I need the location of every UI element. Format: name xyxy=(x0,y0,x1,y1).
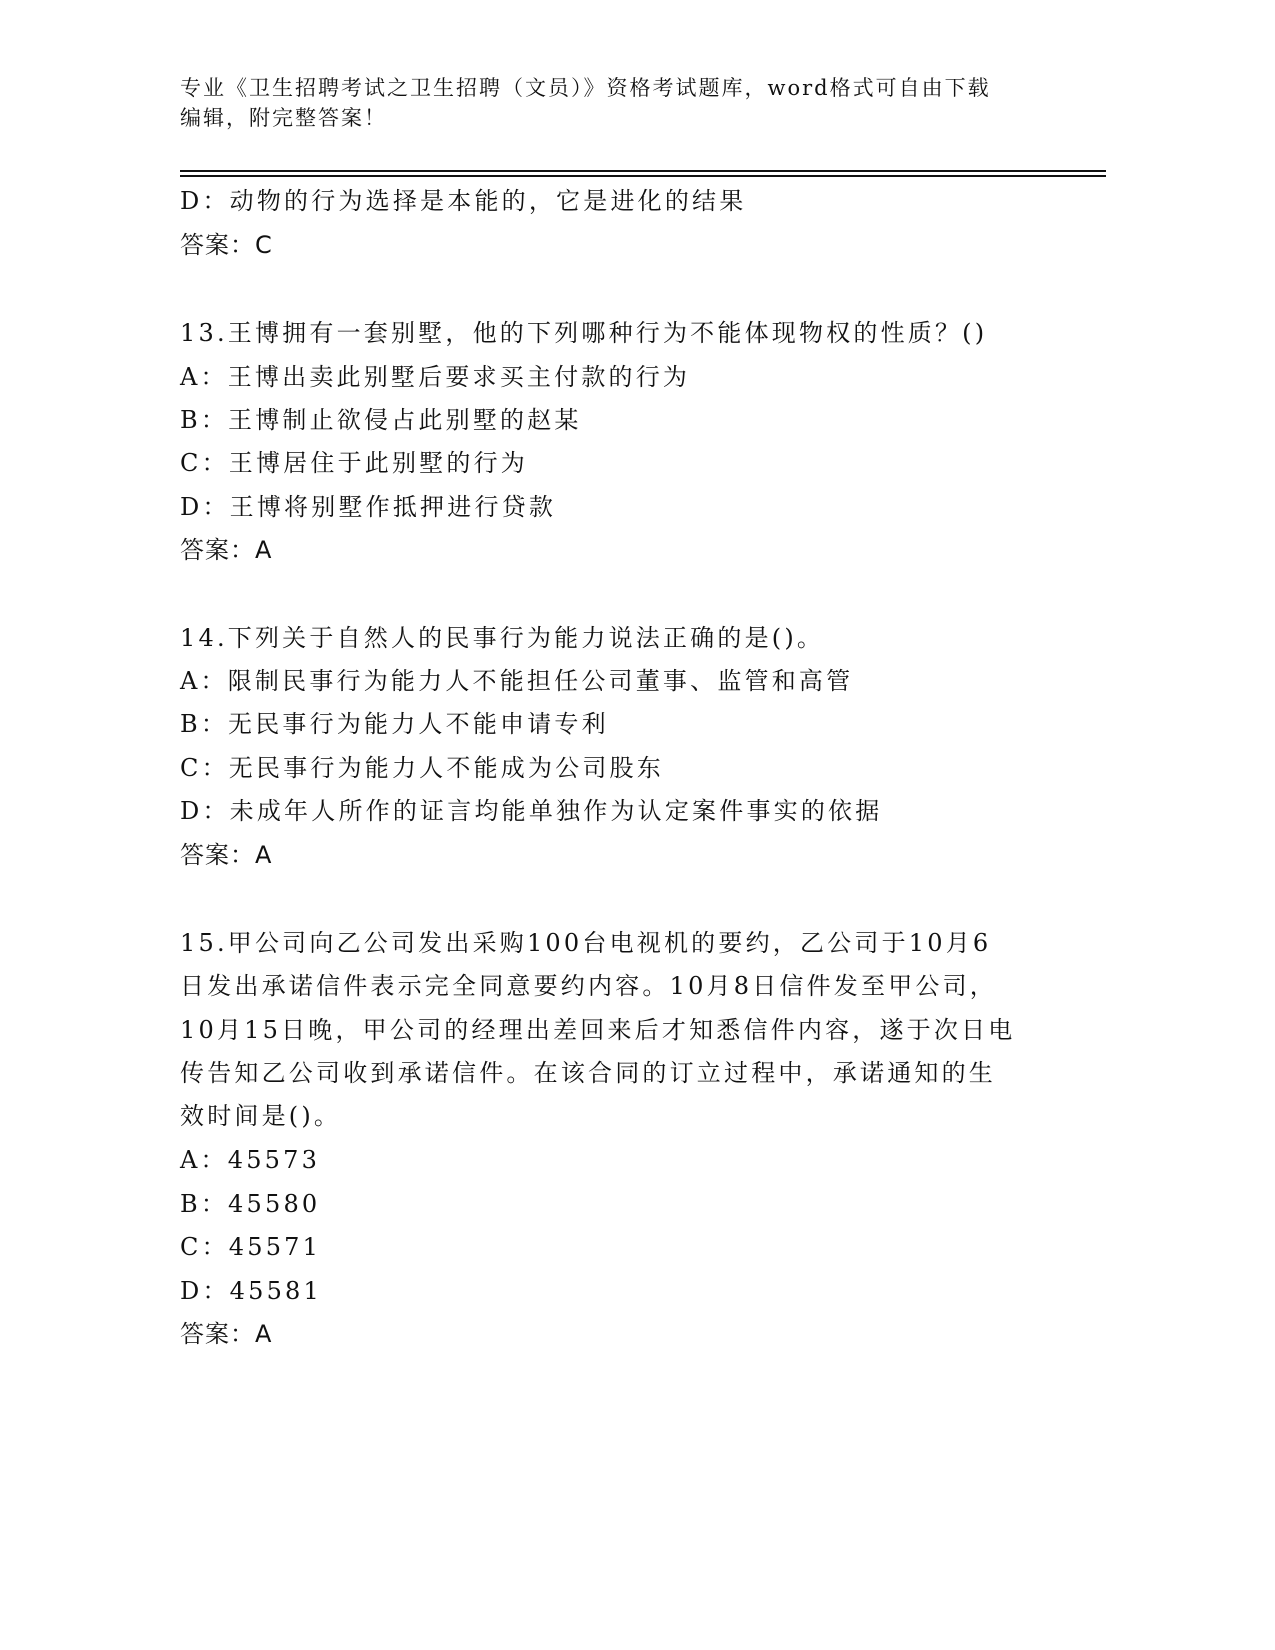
question-13-option-a: A：王博出卖此别墅后要求买主付款的行为 xyxy=(180,363,691,391)
header-divider-bottom xyxy=(180,175,1106,177)
question-13-option-c: C：王博居住于此别墅的行为 xyxy=(180,449,528,477)
document-header-line-1: 专业《卫生招聘考试之卫生招聘（文员）》资格考试题库，word格式可自由下载 xyxy=(180,76,991,100)
question-15-option-d: D：45581 xyxy=(180,1277,322,1305)
question-14-option-c: C：无民事行为能力人不能成为公司股东 xyxy=(180,754,664,782)
question-13-answer: 答案：A xyxy=(180,536,273,564)
question-14-option-d: D：未成年人所作的证言均能单独作为认定案件事实的依据 xyxy=(180,797,883,825)
question-14-answer: 答案：A xyxy=(180,841,273,869)
question-15-stem-line-3: 10月15日晚，甲公司的经理出差回来后才知悉信件内容，遂于次日电 xyxy=(180,1016,1016,1044)
question-14-stem: 14.下列关于自然人的民事行为能力说法正确的是()。 xyxy=(180,624,825,652)
question-15-stem-line-2: 日发出承诺信件表示完全同意要约内容。10月8日信件发至甲公司， xyxy=(180,972,998,1000)
question-15-stem-line-1: 15.甲公司向乙公司发出采购100台电视机的要约，乙公司于10月6 xyxy=(180,929,992,957)
question-13-option-d: D：王博将别墅作抵押进行贷款 xyxy=(180,493,557,521)
question-14-option-a: A：限制民事行为能力人不能担任公司董事、监管和高管 xyxy=(180,667,854,695)
question-13-option-b: B：王博制止欲侵占此别墅的赵某 xyxy=(180,406,582,434)
question-15-answer: 答案：A xyxy=(180,1320,273,1348)
question-15-option-c: C：45571 xyxy=(180,1233,322,1261)
question-14-option-b: B：无民事行为能力人不能申请专利 xyxy=(180,710,609,738)
prev-question-answer: 答案：C xyxy=(180,231,273,259)
prev-question-option-d: D：动物的行为选择是本能的，它是进化的结果 xyxy=(180,187,747,215)
header-divider-top xyxy=(180,170,1106,172)
question-15-option-b: B：45580 xyxy=(180,1190,321,1218)
question-15-stem-line-4: 传告知乙公司收到承诺信件。在该合同的订立过程中，承诺通知的生 xyxy=(180,1059,996,1087)
document-header-line-2: 编辑，附完整答案！ xyxy=(180,106,387,130)
question-13-stem: 13.王博拥有一套别墅，他的下列哪种行为不能体现物权的性质？() xyxy=(180,319,988,347)
question-15-stem-line-5: 效时间是()。 xyxy=(180,1102,342,1130)
question-15-option-a: A：45573 xyxy=(180,1146,321,1174)
